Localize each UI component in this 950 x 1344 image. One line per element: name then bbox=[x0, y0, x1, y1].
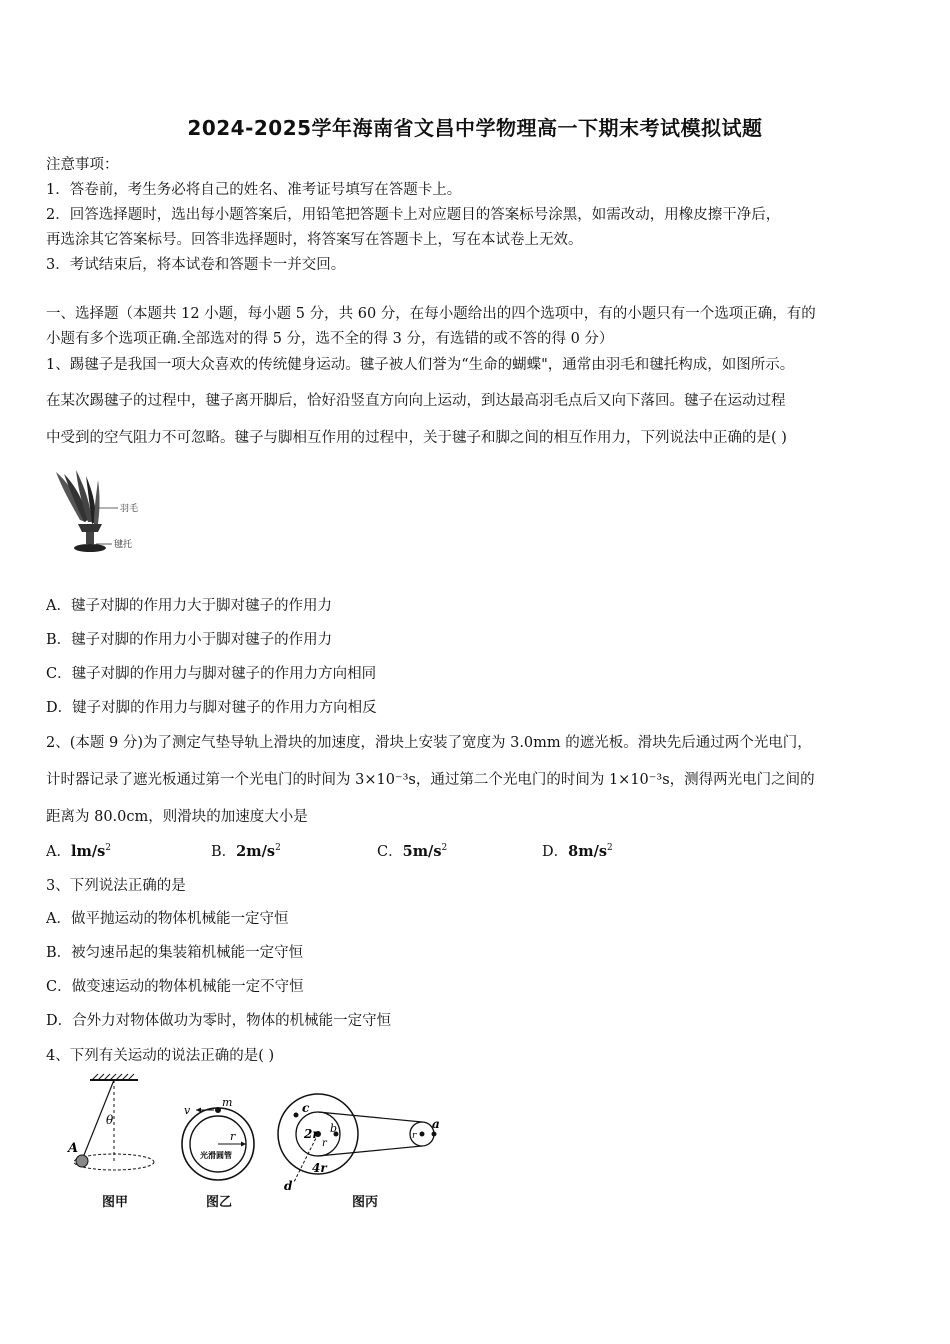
c-label: c bbox=[302, 1101, 310, 1115]
page-title: 2024-2025学年海南省文昌中学物理高一下期末考试模拟试题 bbox=[187, 116, 763, 140]
q3-stem: 3、下列说法正确的是 bbox=[46, 878, 186, 894]
notice-heading: 注意事项： bbox=[46, 157, 119, 173]
m-label: m bbox=[222, 1096, 233, 1109]
base-label: 毽托 bbox=[114, 540, 133, 550]
small-r-label: r bbox=[412, 1131, 417, 1141]
q1-option-c: C．毽子对脚的作用力与脚对毽子的作用力方向相同 bbox=[46, 666, 377, 682]
q1-option-d: D．键子对脚的作用力与脚对毽子的作用力方向相反 bbox=[46, 700, 377, 716]
q2-stem-line3: 距离为 80.0cm，则滑块的加速度大小是 bbox=[46, 809, 308, 825]
q1-stem-line1: 1、踢毽子是我国一项大众喜欢的传统健身运动。毽子被人们誉为“生命的蝴蝶"，通常由羽毛和毽托构成，如图所示。 bbox=[46, 357, 795, 373]
two-r-label: 2r bbox=[304, 1127, 319, 1141]
notice-item-1: 1．答卷前，考生务必将自己的姓名、准考证号填写在答题卡上。 bbox=[46, 182, 462, 198]
v-label: v bbox=[184, 1104, 191, 1117]
q2-option-a: A．$lm/s^2$ bbox=[46, 843, 112, 860]
q2-option-c: C．$5m/s^2$ bbox=[377, 843, 448, 860]
q3-option-b: B．被匀速吊起的集装箱机械能一定守恒 bbox=[46, 945, 304, 961]
r-label: r bbox=[230, 1130, 236, 1143]
feather-drawing bbox=[56, 470, 102, 532]
caption-fig1: 图甲 bbox=[102, 1195, 129, 1210]
q2-option-d: D．$8m/s^2$ bbox=[542, 843, 613, 860]
tube-label: 光滑圆管 bbox=[200, 1151, 232, 1160]
r-label-large: r bbox=[322, 1138, 327, 1149]
notice-item-2: 2．回答选择题时，选出每小题答案后，用铅笔把答题卡上对应题目的答案标号涂黑，如需改动，用橡皮擦干净后， bbox=[46, 207, 781, 223]
b-label: b bbox=[330, 1122, 338, 1135]
q3-option-c: C．做变速运动的物体机械能一定不守恒 bbox=[46, 979, 304, 995]
figure-belt-wheels bbox=[278, 1094, 440, 1210]
notice-item-2-cont: 再选涂其它答案标号。回答非选择题时，将答案写在答题卡上，写在本试卷上无效。 bbox=[46, 232, 583, 248]
q1-option-b: B．毽子对脚的作用力小于脚对毽子的作用力 bbox=[46, 632, 333, 648]
q4-figures bbox=[60, 1072, 460, 1214]
caption-fig2: 图乙 bbox=[206, 1195, 233, 1210]
q3-option-a: A．做平抛运动的物体机械能一定守恒 bbox=[46, 911, 289, 927]
figure-circular-tube bbox=[182, 1096, 254, 1210]
d-label: d bbox=[284, 1179, 293, 1193]
q4-stem: 4、下列有关运动的说法正确的是( ) bbox=[46, 1048, 275, 1064]
q2-stem-line2: 计时器记录了遮光板通过第一个光电门的时间为 3×10⁻³s，通过第二个光电门的时间为 1×10⁻³s，测得两光电门之间的 bbox=[46, 772, 815, 788]
q3-option-d: D．合外力对物体做功为零时，物体的机械能一定守恒 bbox=[46, 1013, 392, 1029]
q1-stem-line2: 在某次踢毽子的过程中，毽子离开脚后，恰好沿竖直方向向上运动，到达最高羽毛点后又向下落回。毽子在运动过程 bbox=[46, 393, 786, 409]
shuttlecock-base-drawing bbox=[74, 532, 106, 552]
shuttlecock-figure bbox=[48, 468, 158, 554]
point-a-label: A bbox=[68, 1141, 79, 1156]
figure-pendulum bbox=[66, 1074, 154, 1210]
q1-option-a: A．毽子对脚的作用力大于脚对毽子的作用力 bbox=[46, 598, 332, 614]
caption-fig3: 图丙 bbox=[352, 1195, 379, 1210]
four-r-label: 4r bbox=[312, 1161, 327, 1175]
notice-item-3: 3．考试结束后，将本试卷和答题卡一并交回。 bbox=[46, 257, 346, 273]
q1-stem-line3: 中受到的空气阻力不可忽略。毽子与脚相互作用的过程中，关于毽子和脚之间的相互作用力，下列说法中正确的是( ) bbox=[46, 430, 787, 446]
section-heading-line2: 小题有多个选项正确.全部选对的得 5 分，选不全的得 3 分，有选错的或不答的得 0 分） bbox=[46, 331, 614, 347]
feather-label: 羽毛 bbox=[120, 504, 139, 514]
q2-stem-line1: 2、(本题 9 分)为了测定气垫导轨上滑块的加速度，滑块上安装了宽度为 3.0mm 的遮光板。滑块先后通过两个光电门， bbox=[46, 735, 812, 751]
q2-option-b: B．$2m/s^2$ bbox=[211, 843, 281, 860]
section-heading-line1: 一、选择题（本题共 12 小题，每小题 5 分，共 60 分，在每小题给出的四个选项中，有的小题只有一个选项正确，有的 bbox=[46, 306, 816, 322]
theta-label: θ bbox=[106, 1113, 114, 1127]
a-label: a bbox=[432, 1117, 440, 1131]
